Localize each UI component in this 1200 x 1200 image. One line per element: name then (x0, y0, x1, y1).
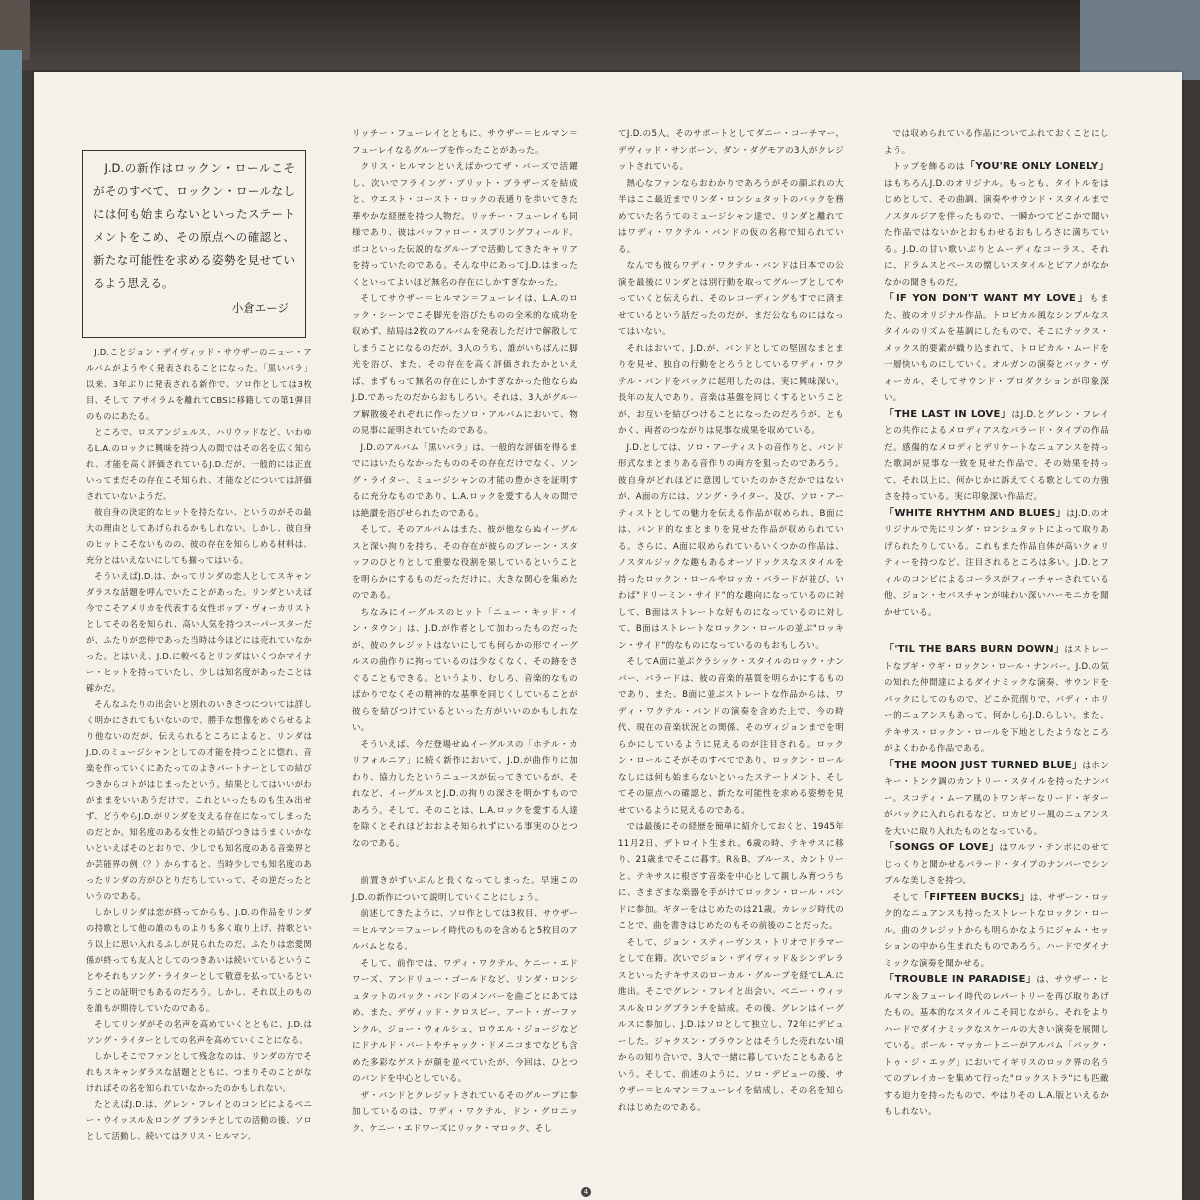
paragraph: そして、前作では、ワディ・ワクテル、ケニー・エドワーズ、アンドリュー・ゴールドなど、リンダ・ロンシュタットのバック・バンドのメンバーを曲ごとにあてはめ、また、デヴィッド・クロスビー、アート・ガーファンクル、ジョー・ウォルシュ、ロウエル・ジョージなどにドナルド・バートやチャック・ドメニコまでなども含めた多彩なゲストが顔を並べていたが、今回は、ひとつのバンドを中心としている。 (352, 958, 578, 1084)
paragraph: J.D.ことジョン・デイヴィッド・サウザーのニュー・アルバムがようやく発表されることになった。「黒いバラ」以来、3年ぶりに発表される新作で、ソロ作としては3枚目、そして アサイラムを離れてCBSに移籍しての第1弾目のものにあたる。 (86, 347, 312, 421)
paragraph: しかしそこでファンとして残念なのは、リンダの方でそれもスキャンダラスな話題とともに、つまりそのことがなければその名を知られていなかったのかもしれない。 (86, 1051, 312, 1093)
text: はJ.D.のオリジナルで先にリンダ・ロンシュタットによって取りあげられたりしている。これもまた作品自体が高いクォリティーを持つなど、注目されるところは多い。J.D.とフィルのコンビによるコーラスがフィーチャーされている他、ジョン・セバスチャンが味わい深いハーモニカを聞かせている。 (884, 508, 1109, 618)
background-album-corner (1080, 0, 1200, 80)
paragraph: そしてサウザー＝ヒルマン＝フューレイは、L.A.のロック・シーンでこそ脚光を浴びたものの全米的な成功を収めず、結局は2枚のアルバムを発表しただけで解散してしまうことになるのだが、3人のうち、誰がいちばんに脚光を浴び、また、その存在を高く評価されたかといえば、まずもって無名の存在にしかすぎなかった他ならぬJ.D.であったのだからおもしろい。それは、3人がグループ解散後それぞれに作ったソロ・アルバムにおいて、物の見事に証明されていたのである。 (352, 294, 578, 436)
paragraph: ザ・バンドとクレジットされているそのグループに参加しているのは、ワディ・ワクテル、ドン・グロニック、ケニー・エドワーズにリック・マロック、そし (352, 1090, 578, 1134)
paragraph: たとえばJ.D.は、グレン・フレイとのコンビによるベニー・ウイッスル＆ロング ブランチとしての活動の後、ソロとして活動し、続いてはクリス・ヒルマン、 (86, 1099, 312, 1141)
text: はストレートなブギ・ウギ・ロックン・ロール・ナンバー。J.D.の気の知れた仲間達によるダイナミックな演奏、サウンドをバックにしてのもので、どこか荒削りで、バディ・ホリー的ニュアンスもあって、何かしらJ.D.らしい。また、テキサス・ロックン・ロールを下地としたようなところがよくわかる作品である。 (884, 645, 1109, 754)
paragraph (884, 407, 1109, 506)
song-title: 「FIFTEEN BUCKS」 (919, 891, 1030, 903)
song-title: 「WHITE RHYTHM AND BLUES」 (884, 507, 1067, 519)
text: は、サウザー・ヒルマン＆フューレイ時代のレパートリーを再び取りあげたもの。基本的なスタイルこそ同じながら、それをよりハードでダイナミックなスケールの大きい演奏を展開している。ポール・マッカートニーがアルバム「バック・トゥ・ジ・エッグ」においてイギリスのロック界の名うてのプレイカーを集めて行った"ロックストラ"にも匹敵する迫力を持ったもので、やはりその L.A.版といえるかもしれない。 (884, 975, 1109, 1117)
liner-notes-sheet (34, 72, 1182, 1200)
paragraph: そして、そのアルバムはまた、彼が他ならぬイーグルスと深い拘りを持ち、その存在が彼らのブレーン・スタッフのひとりとして重要な役割を果しているということを明らかにするものだっただけに、大きな関心を集めたのである。 (352, 525, 578, 601)
paragraph: クリス・ヒルマンといえばかつてザ・バーズで活躍し、次いでフライング・ブリット・ブラザーズを結成と、ウエスト・コースト・ロックの表通りを歩いてきた華やかな経歴を持つ人物だ。リッチー・フューレイも同様であり、彼はバッファロー・スプリングフィールド、ポコといった伝説的なグループで活動してきたキャリアを持っていたのである。そんな中にあってJ.D.はまったくといってよいほど無名の存在にしかすぎなかった。 (352, 162, 578, 288)
paragraph: そしてリンダがその名声を高めていくとともに、J.D.はソング・ライターとしての名声を高めていくことになる。 (86, 1019, 312, 1045)
paragraph (884, 890, 1109, 973)
paragraph: そういえば、今だ登場せぬイーグルスの「ホテル・カリフォルニア」に続く新作において、J.D.が曲作りに加わり、協力したというニュースが伝ってきているが、それなど、イーグルスとJ.D.の拘りの深さを明かすものであろう。そして、そのことは、L.A.ロックを愛する人達を除くとそれほどおおよそ知られずにいる事実のひとつなのである。 (352, 739, 578, 849)
paragraph: ちなみにイーグルスのヒット「ニュー・キッド・イン・タウン」は、J.D.が作者として加わったものだったが、彼のクレジットはないにしても何らかの形でイーグルスの曲作りに拘っているのは少なくなく、その跡をさぐることもできる。というより、むしろ、音楽的なものばかりでなくその精神的な基準を同じくしていることが彼らを結びつけているといった方がいいのかもしれない。 (352, 607, 578, 733)
paragraph: ところで、ロスアンジェルス、ハリウッドなど、いわゆるL.A.のロックに興味を持つ人の間ではその名を広く知られ、才能を高く評価されているJ.D.だが、一般的には正直いってまだその存在こそ知られ、才能などについては評価されていないようだ。 (86, 427, 312, 501)
paragraph: リッチー・フューレイとともに、サウザー＝ヒルマン＝フューレイなるグループを作ったことがあった。 (352, 129, 578, 156)
intro-box (82, 150, 306, 338)
column-3 (618, 126, 844, 1116)
paragraph (884, 159, 1109, 291)
song-title: 「SONGS OF LOVE」 (884, 842, 1000, 853)
background-top (0, 0, 1200, 70)
paragraph: しかしリンダは恋が終ってからも、J.D.の作品をリンダの持歌として他の誰のものよりも多く取り上げ、持歌という以上に思い入れるふしが見られたのだ。ふたりは恋愛関係が終っても友人としてのつきあいは続いているということやそれもソング・ライターとして敬意を払っているということの証明でもあるのだろう。しかし、それ以上のものを誰もが期待していたのである。 (86, 907, 312, 1013)
text: はホンキー・トンク調のカントリー・スタイルを持ったナンバー。スコティ・ムーア風のトワンギーなリード・ギターがバックに入れられるなど、ロカビリー風のニュアンスを大いに取り入れたものとなっている。 (884, 760, 1110, 837)
text: トップを飾るのは (892, 162, 966, 172)
paragraph: J.D.のアルバム「黒いバラ」は、一般的な評価を得るまでにはいたらなかったもののその存在だけでなく、ソング・ライター、ミュージシャンの才能の豊かさを証明するに充分なものであり、L.A.ロックを愛する人々の間では絶讃を浴びせられたのである。 (352, 442, 578, 519)
column-2 (352, 126, 578, 1137)
paragraph: では収められている作品についてふれておくことにしよう。 (884, 129, 1109, 156)
song-title: 「YOU'RE ONLY LONELY」 (965, 161, 1109, 172)
song-title: 「THE MOON JUST TURNED BLUE」 (884, 759, 1083, 771)
song-title: 「IF YON DON'T WANT MY LOVE」 (884, 293, 1090, 304)
song-title: 「'TIL THE BARS BURN DOWN」 (884, 644, 1065, 655)
text: は、サザーン・ロック的なニュアンスも持ったストレートなロックン・ロール。曲のクレジットからも明らかなようにジャム・セッションの中から生まれたものであろう。ハードでダイナミックな演奏を聞かせる。 (884, 892, 1109, 969)
text: もまた、彼のオリジナル作品。トロピカル風なシンプルなスタイルのリズムを基調にしたもので、そこにテックス・メックス的要素が織り込まれて、トロピカル・ムードを一層快いものにしていく。オルガンの演奏とバック・ヴォーカル、そしてサウンド・プロダクションが印象深い。 (884, 294, 1109, 403)
intro-text: J.D.の新作はロックン・ロールこそがそのすべて、ロックン・ロールなしには何も始まらないといったステートメントをこめ、その原点への確認と、新たな可能性を求める姿勢を見せているよう思える。 (93, 161, 295, 290)
column-4 (884, 126, 1109, 1121)
paragraph: 彼自身の決定的なヒットを持たない、というのがその最大の理由としてあげられるかもしれない。しかし、彼自身のヒットこそないものの、彼の存在を知らしめる材料は、充分とはいえないにしても揃ってはいる。 (86, 507, 312, 565)
text: はワルツ・テンポにのせてじっくりと聞かせるバラード・タイプのナンバーでシンプルな美しさを持つ。 (884, 843, 1109, 886)
author-name: 小倉エージ (231, 301, 289, 315)
paragraph (884, 840, 1109, 890)
text: はJ.D.とグレン・フレイとの共作によるメロディアスなバラード・タイプの作品だ。感傷的なメロディとデリケートなニュアンスを持った歌詞が見事な一致を見せた作品で、その効果を持って、それ以上に、何かじかに訴えてくる歌としての力強さを持っている。実に印象深い作品だ。 (884, 409, 1109, 502)
paragraph: なんでも彼らワディ・ワクテル・バンドは日本での公演を最後にリンダとは別行動を取ってグループとしてやっていくと伝えられ、そのレコーディングもすでに済ませているという話だったのだが、まだ公なものにはなってはいない。 (618, 261, 844, 337)
paragraph: 前置きがずいぶんと長くなってしまった。早速このJ.D.の新作について説明していくことにしょう。 (352, 876, 578, 903)
song-title: 「THE LAST IN LOVE」 (884, 408, 1012, 420)
paragraph: では最後にその経歴を簡単に紹介しておくと、1945年11月2日、デトロイト生まれ。6歳の時、テキサスに移り、21歳までそこに暮す。R＆B、ブルース、カントリーと、テキサスに根ざす音楽を中心として親しみ育つうちに、さまざまな楽器を手がけてロックン・ロール・バンドに参加。ギターをはじめたのは21歳。カレッジ時代のことで、曲を書きはじめたのもその前後のことだった。 (618, 822, 844, 931)
paragraph (884, 972, 1109, 1121)
paragraph: そんなふたりの出会いと別れのいきさつについては詳しく明かにされてもいないので、勝手な想像をめぐらせるより他ないのだが、伝えられるところによると、リンダはJ.D.のミュージシャンとしての才能を持つことに惚れ、音楽を作っていくにあたってのよきパートナーとしての結びつきからコトがはじまったという。結果としてはいいがわがままをいいあうだけで、これといったものも生み出せず、どうやらJ.D.がリンダを支える存在になってしまったのだとか。知名度のある女性との結びつきはうまくいかないといえばそのとおりで、少しでも知名度のある音楽界とか芸能界の例（？）からすると、当時少しでも知名度のあったリンダの方がひとりだちしていって、その逆だったというのである。 (86, 699, 312, 901)
text: そして (892, 892, 919, 903)
paragraph: 熱心なファンならおわかりであろうがその顔ぶれの大半はここ最近までリンダ・ロンシュタットのバックを務めていた名うてのミュージシャン達で、リンダと離れてはワディ・ワクテル・バンドの仮の名称で知られている。 (618, 178, 844, 255)
column-1 (86, 344, 312, 1144)
background-album-edge (0, 50, 22, 1200)
paragraph (884, 642, 1109, 758)
paragraph (884, 291, 1109, 407)
song-title: 「TROUBLE IN PARADISE」 (884, 974, 1037, 985)
paragraph (884, 758, 1109, 841)
paragraph: そしてA面に並ぶクラシック・スタイルのロック・ナンバー、バラードは、彼の音楽的基質を明らかにするものであり、また、B面に並ぶストレートな作品からは、ワディ・ワクテル・バンドの演奏を含めた上で、今の時代、現在の音楽状況との関係、そのヴィジョンまでを明らかにしているように見えるのが注目される。ロックン・ロールこそがそのすべてであり、ロックン・ロールなしには何も始まらないといったステートメント、そしてその原点への確認と、新たな可能性を求める姿勢を見せているように見えるのである。 (618, 657, 844, 816)
paragraph: 前述してきたように、ソロ作としては3枚目、サウザー＝ヒルマン＝フューレイ時代のものを含めると5枚目のアルバムとなる。 (352, 909, 578, 952)
page-number: 4 (581, 1187, 591, 1197)
paragraph: そういえばJ.D.は、かってリンダの恋人としてスキャンダラスな話題を呼んでいたことがあった。リンダといえば今でこそアメリカを代表する女性ポップ・ヴォーカリストとしてその名を知られ、高い人気を持つスーパースターだが、ふたりが恋仲であった当時は今ほどには売れていなかった。とはいえ、J.D.に較べるとリンダはいくつかマイナー・ヒットを持っていたし、少しは知名度があったことは確かだ。 (86, 571, 312, 693)
text: はもちろんJ.D.のオリジナル。もっとも、タイトルをはじめとして、その曲調、演奏やサウンド・スタイルまでノスタルジアを伴ったもので、一瞬かつてどこかで聞いた作品ではないかとおもわせるおもしろさに満ちている。J.D.の甘い歌いぶりとムーディなコーラス、それに、ドラムスとベースの懐しいスタイルとピアノがなかなかの聞きものだ。 (884, 178, 1109, 288)
paragraph: J.D.としては、ソロ・アーティストの音作りと、バンド形式なまとまりある音作りの両方を狙ったのであろう。彼自身がどれほどに意図していたのかさだかではないが、A面の方には、ソング・ライター、及び、ソロ・アーティストとしての魅力を伝える作品が収められ、B面には、バンド的なまとまりを見せた作品が収められている。さらに、A面に収められているいくつかの作品は、ノスタルジックな趣もあるオーソドックスなスタイルを持ったロックン・ロールやロッカ・バラードが並び、いわば"ドリーミン・サイド"的な趣向になっているのに対して、B面はストレートな好ものになっているのに対して、B面はストレートなロックン・ロールの並ぶ"ロッキン・サイド"的なものになっているのもおもしろい。 (618, 442, 844, 651)
paragraph (884, 506, 1109, 622)
paragraph: それはおいて、J.D.が、バンドとしての堅固なまとまりを見せ、独自の行動をとろうとしているワディ・ワクテル・バンドをバックに起用したのは、実に興味深い。長年の友人であり、音楽は基盤を同じくするということが、お互いを結びつけることになったのだろうが、ともかく、両者のつながりは見事な成果を収めている。 (618, 343, 844, 436)
paragraph: そして、ジョン・スティーヴンス・トリオでドラマーとして在籍。次いでジョン・デイヴィッド＆シンデレラスといったテキサスのローカル・グループを経てL.A.に進出。そこでグレン・フレイと出会い、ベニー・ウィッスル＆ロングブランチを結成。その後、グレンはイーグルスに参加し、J.D.はソロとして独立し、72年にデビューした。ジャクスン・ブラウンとはそうした売れない頃からの知り合いで、3人で一緒に暮していたこともあるという。そして、前述のように、ソロ・デビューの後、サウザー＝ヒルマン＝フューレイを結成し、その名を知られはじめたのである。 (618, 937, 844, 1113)
paragraph: てJ.D.の5人。そのサポートとしてダニー・コーチマー、デヴィッド・サンボーン、ダン・ダグモアの3人がクレジットされている。 (618, 129, 844, 172)
